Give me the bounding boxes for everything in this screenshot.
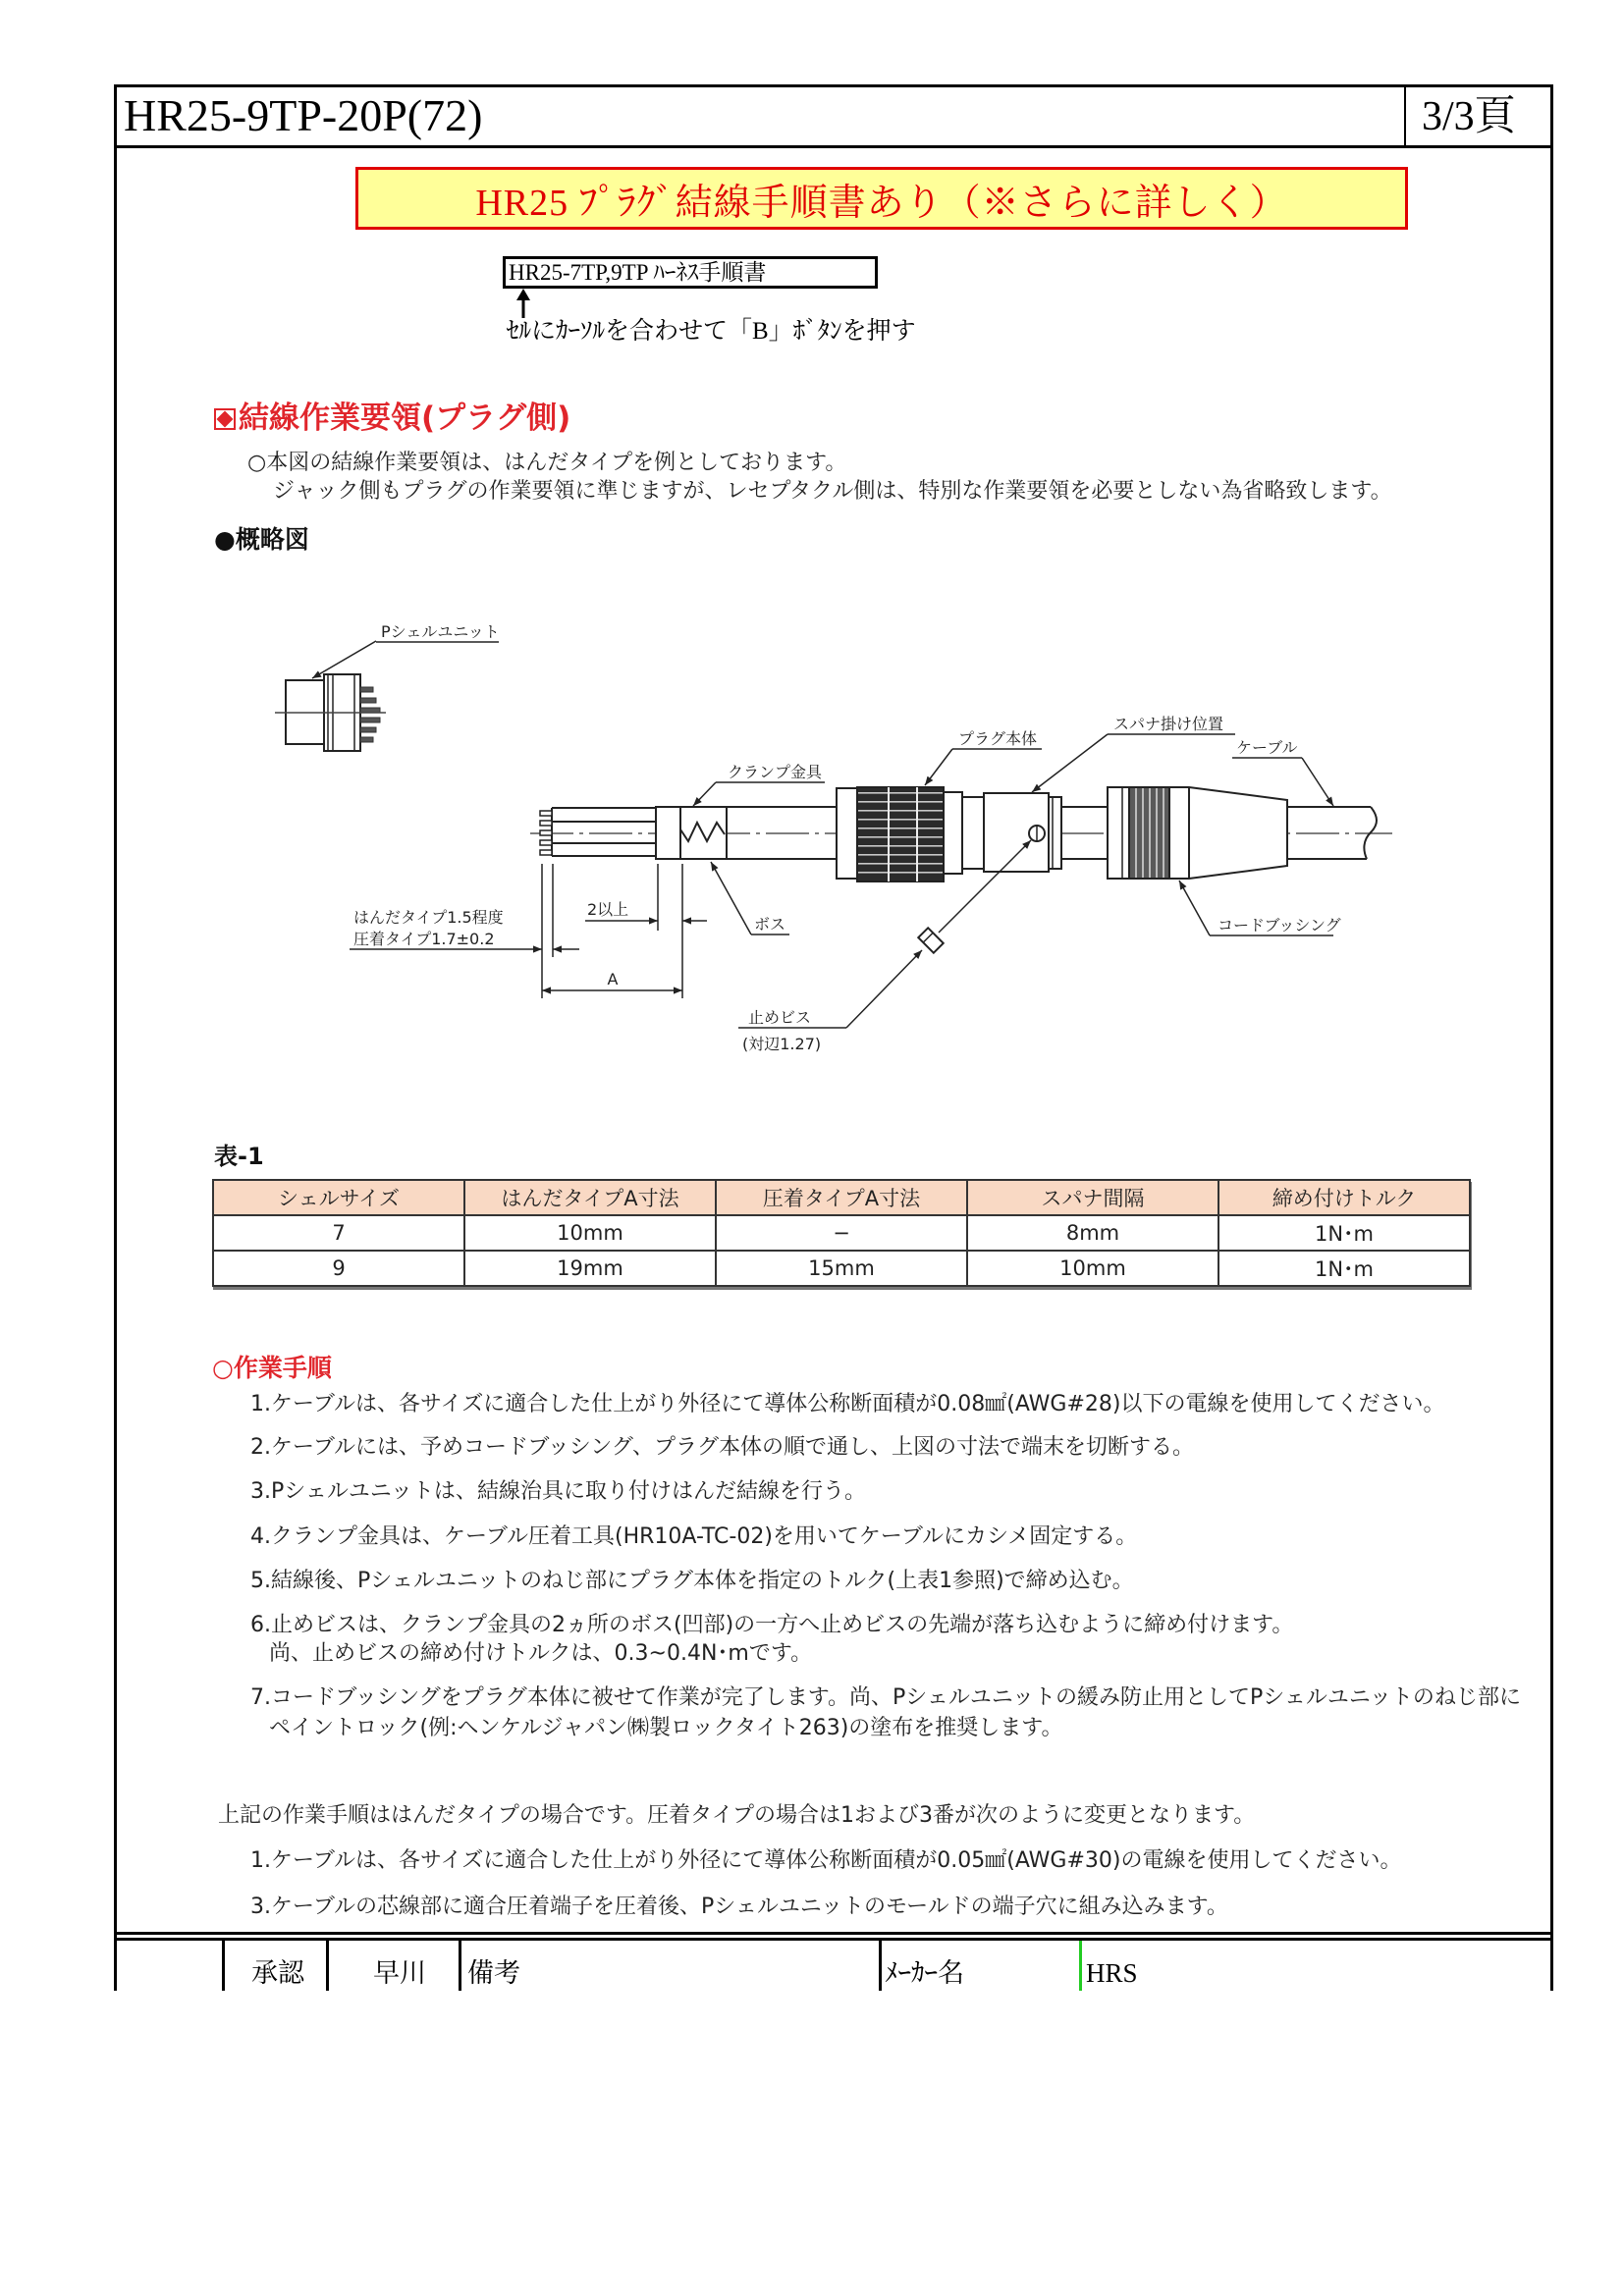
- maker-green-divider: [1079, 1941, 1082, 1991]
- stripped-wires: [552, 808, 656, 856]
- procedure-step-2: 2.ケーブルには、予めコードブッシング、プラグ本体の順で通し、上図の寸法で端末を切断する。: [250, 1435, 1194, 1460]
- set-screw-leader: [846, 950, 922, 1028]
- harness-manual-link-cell[interactable]: HR25-7TP,9TP ﾊｰﾈｽ手順書: [503, 256, 878, 289]
- footer-divider: [879, 1941, 882, 1991]
- procedure-step-5: 5.結線後、Pシェルユニットのねじ部にプラグ本体を指定のトルク(上表1参照)で締め込む。: [250, 1569, 1134, 1593]
- min-gap-label: 2以上: [587, 900, 629, 919]
- set-screw-size-label: (対辺1.27): [742, 1035, 822, 1053]
- section-note-2: ジャック側もプラグの作業要領に準じますが、レセプタクル側は、特別な作業要領を必要としない為省略致します。: [273, 479, 1392, 504]
- cord-bushing-label: コードブッシング: [1218, 916, 1341, 934]
- cord-bushing-drawing: [1108, 787, 1287, 879]
- footer-double-line-top: [114, 1932, 1553, 1935]
- p-shell-unit-drawing: [275, 674, 386, 751]
- table-caption: 表-1: [214, 1143, 264, 1170]
- table-header-cell: はんだタイプA寸法: [464, 1180, 716, 1215]
- page-number-divider: [1404, 84, 1406, 147]
- table-cell: 10mm: [967, 1251, 1218, 1286]
- footer-divider: [326, 1941, 329, 1991]
- table-header-cell: 圧着タイプA寸法: [716, 1180, 967, 1215]
- table-header-cell: シェルサイズ: [213, 1180, 464, 1215]
- diagram-title: ●概略図: [214, 525, 309, 554]
- cable-leader: [1302, 758, 1333, 806]
- crimp-step-1: 1.ケーブルは、各サイズに適合した仕上がり外径にて導体公称断面積が0.05㎟(AWG#30)の電線を使用してください。: [250, 1848, 1402, 1873]
- footer-divider: [222, 1941, 225, 1991]
- table-cell: −: [716, 1215, 967, 1251]
- table-cell: 19mm: [464, 1251, 716, 1286]
- footer-double-line-bottom: [114, 1938, 1553, 1941]
- procedure-step-4: 4.クランプ金具は、ケーブル圧着工具(HR10A-TC-02)を用いてケーブルにカシメ固定する。: [250, 1524, 1138, 1549]
- boss-label: ボス: [754, 915, 786, 934]
- table-row: [213, 1251, 1470, 1286]
- table-header-cell: スパナ間隔: [967, 1180, 1218, 1215]
- plug-body-drawing: [837, 787, 1061, 881]
- wire-ends: [540, 811, 552, 855]
- table-cell: 7: [213, 1215, 464, 1251]
- spec-table: [212, 1179, 1471, 1287]
- remarks-label: 備考: [467, 1958, 520, 1988]
- plug-neck: [962, 797, 984, 869]
- crimp-strip-label: 圧着タイプ1.7±0.2: [353, 930, 495, 948]
- plug-step: [1049, 797, 1061, 869]
- clamp-leader: [693, 782, 716, 806]
- table-row: [213, 1215, 1470, 1251]
- section-note-1: ○本図の結線作業要領は、はんだタイプを例としております。: [247, 451, 847, 475]
- document-title: HR25-9TP-20P(72): [124, 90, 483, 140]
- procedure-step-1: 1.ケーブルは、各サイズに適合した仕上がり外径にて導体公称断面積が0.08㎟(AWG#28)以下の電線を使用してください。: [250, 1392, 1445, 1416]
- plug-ring: [944, 792, 962, 874]
- spanner-position-label: スパナ掛け位置: [1113, 715, 1224, 733]
- up-arrow-icon: [514, 288, 533, 319]
- solder-strip-label: はんだタイプ1.5程度: [353, 908, 504, 927]
- procedure-step-6-continuation: 尚、止めビスの締め付けトルクは、0.3~0.4N･mです。: [269, 1641, 813, 1666]
- p-shell-pins: [360, 687, 380, 742]
- min-gap-dimension: [585, 864, 707, 998]
- maker-name: HRS: [1086, 1958, 1138, 1988]
- spanner-position-leader: [1032, 734, 1108, 792]
- boss-leader: [711, 862, 751, 934]
- table-cell: 9: [213, 1251, 464, 1286]
- cable-label: ケーブル: [1236, 738, 1298, 757]
- section-title: 結線作業要領(プラグ側): [239, 400, 571, 436]
- table-header-row: [213, 1180, 1470, 1215]
- cord-bushing-leader: [1179, 881, 1210, 935]
- set-screw-label: 止めビス: [748, 1008, 812, 1027]
- wiring-diagram: [0, 589, 1624, 1080]
- banner-text: HR25 ﾌﾟﾗｸﾞ結線手順書あり（※さらに詳しく）: [475, 182, 1288, 224]
- procedure-title: ○作業手順: [212, 1354, 332, 1382]
- red-diamond-box-icon: [214, 408, 236, 430]
- table-cell: 15mm: [716, 1251, 967, 1286]
- frame-top-border: [114, 84, 1553, 87]
- manual-available-banner: [355, 167, 1408, 230]
- crimp-note-intro: 上記の作業手順ははんだタイプの場合です。圧着タイプの場合は1および3番が次のように変更となります。: [218, 1803, 1256, 1828]
- plug-body-label: プラグ本体: [958, 729, 1038, 748]
- procedure-step-6: 6.止めビスは、クランプ金具の2ヵ所のボス(凹部)の一方へ止めビスの先端が落ち込むように締め付けます。: [250, 1613, 1294, 1637]
- page-number: 3/3頁: [1422, 94, 1516, 139]
- knurled-grip: [857, 787, 944, 881]
- p-shell-label: Pシェルユニット: [381, 622, 500, 641]
- plug-body-leader: [925, 749, 952, 785]
- crimp-step-3: 3.ケーブルの芯線部に適合圧着端子を圧着後、Pシェルユニットのモールドの端子穴に組み込みます。: [250, 1895, 1228, 1919]
- footer-divider: [459, 1941, 461, 1991]
- dimension-a-label: A: [607, 970, 619, 988]
- table-cell: 10mm: [464, 1215, 716, 1251]
- title-row-divider: [114, 145, 1553, 148]
- approver-name: 早川: [373, 1958, 426, 1988]
- plug-front-plate: [837, 788, 857, 879]
- p-shell-leader: [312, 641, 376, 678]
- clamp-fitting: [656, 807, 727, 859]
- procedure-step-7: 7.コードブッシングをプラグ本体に被せて作業が完了します。尚、Pシェルユニットの緩み防止用としてPシェルユニットのねじ部に: [250, 1685, 1521, 1710]
- approval-label: 承認: [251, 1958, 304, 1988]
- procedure-step-3: 3.Pシェルユニットは、結線治具に取り付けはんだ結線を行う。: [250, 1479, 866, 1504]
- table-cell: 1N･m: [1218, 1215, 1470, 1251]
- table-cell: 8mm: [967, 1215, 1218, 1251]
- table-header-cell: 締め付けトルク: [1218, 1180, 1470, 1215]
- maker-label: ﾒｰｶｰ名: [885, 1958, 964, 1988]
- procedure-step-7-continuation: ペイントロック(例:ヘンケルジャパン㈱製ロックタイト263)の塗布を推奨します。: [269, 1716, 1063, 1740]
- clamp-label: クランプ金具: [728, 763, 823, 781]
- table-cell: 1N･m: [1218, 1251, 1470, 1286]
- link-instruction: ｾﾙにｶｰｿﾙを合わせて「B」ﾎﾞﾀﾝを押す: [507, 318, 916, 345]
